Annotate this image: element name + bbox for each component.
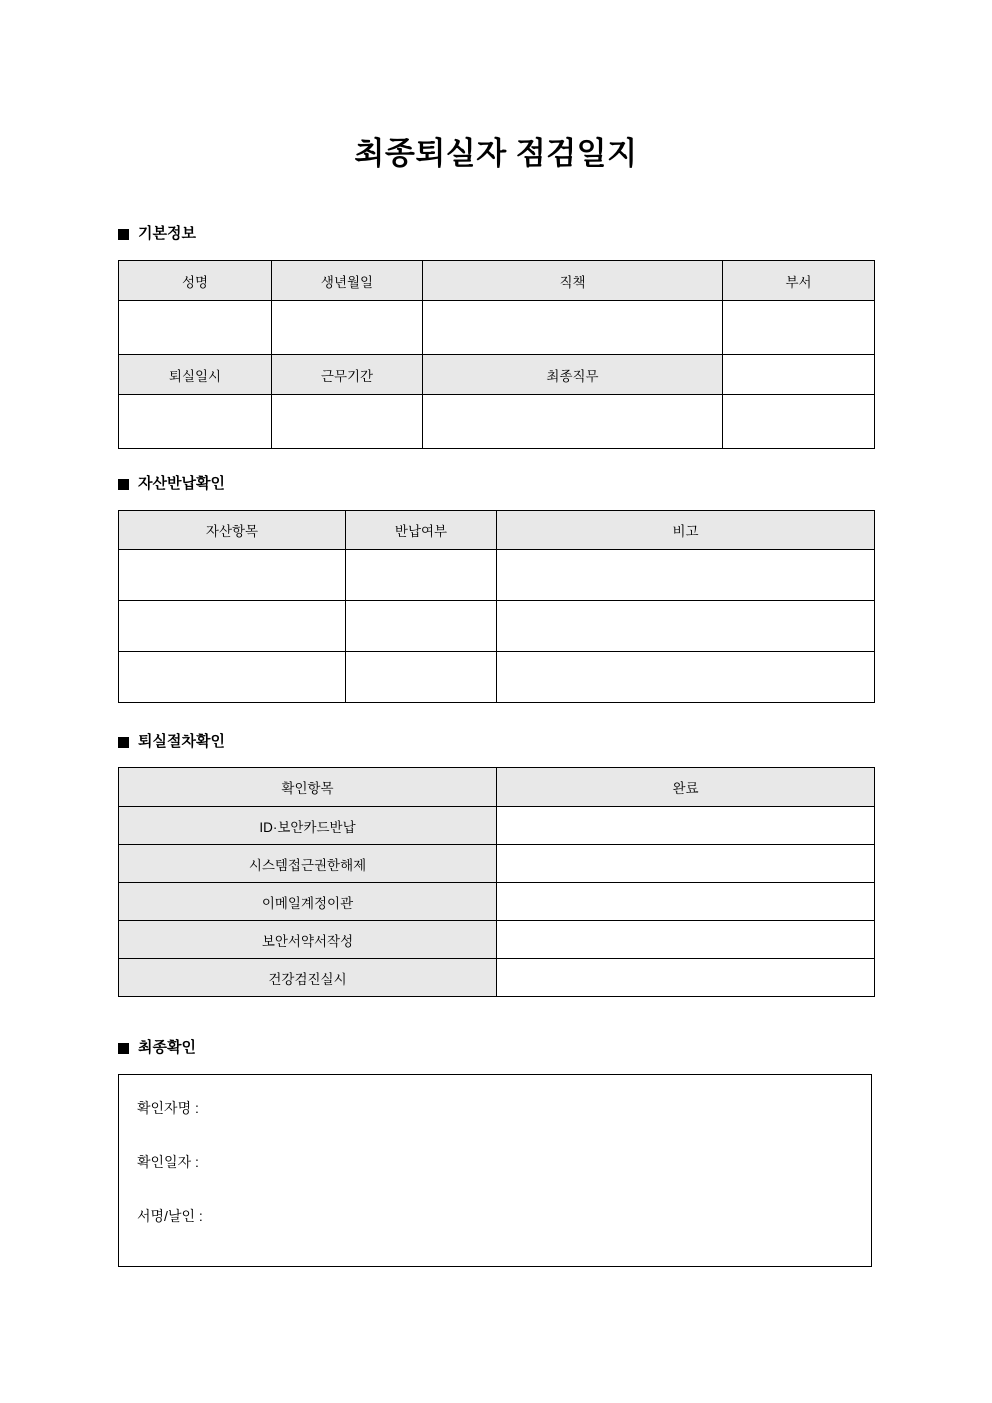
cell-value-remarks[interactable] <box>497 601 875 652</box>
cell-value-final-duty[interactable] <box>423 395 723 449</box>
cell-check-system-access-revoke[interactable] <box>497 845 875 883</box>
table-row <box>119 511 875 550</box>
cell-header-check-item: 확인항목 <box>119 768 497 807</box>
field-label-confirmer-name[interactable]: 확인자명 : <box>137 1100 199 1116</box>
table-row <box>119 601 875 652</box>
table-row <box>119 807 875 845</box>
table-exit-process <box>118 767 875 997</box>
table-row <box>119 883 875 921</box>
field-label-confirm-date[interactable]: 확인일자 : <box>137 1154 199 1170</box>
table-row <box>119 261 875 301</box>
cell-value-remarks[interactable] <box>497 652 875 703</box>
table-row <box>119 395 875 449</box>
cell-value-extra[interactable] <box>723 395 875 449</box>
cell-value-asset-item[interactable] <box>119 550 346 601</box>
cell-header-asset-item: 자산항목 <box>119 511 346 550</box>
cell-header-work-period: 근무기간 <box>272 355 423 395</box>
table-row <box>119 355 875 395</box>
cell-label-health-checkup: 건강검진실시 <box>119 959 497 997</box>
section-heading-exit-process <box>118 732 225 752</box>
field-label-signature-seal[interactable]: 서명/날인 : <box>137 1208 203 1224</box>
section-heading-label: 퇴실절차확인 <box>138 733 225 750</box>
cell-header-final-duty: 최종직무 <box>423 355 723 395</box>
final-confirmation-box <box>118 1074 872 1267</box>
cell-header-complete: 완료 <box>497 768 875 807</box>
table-row <box>119 301 875 355</box>
section-heading-label: 기본정보 <box>138 225 196 242</box>
cell-header-name: 성명 <box>119 261 272 301</box>
cell-value-department[interactable] <box>723 301 875 355</box>
cell-header-return-status: 반납여부 <box>346 511 497 550</box>
table-basic-info <box>118 260 875 449</box>
cell-check-health-checkup[interactable] <box>497 959 875 997</box>
section-heading-final-confirmation <box>118 1038 196 1058</box>
table-row <box>119 921 875 959</box>
table-row <box>119 652 875 703</box>
table-row <box>119 845 875 883</box>
table-asset-return <box>118 510 875 703</box>
section-heading-asset-return <box>118 474 225 494</box>
cell-header-department: 부서 <box>723 261 875 301</box>
cell-header-remarks: 비고 <box>497 511 875 550</box>
cell-label-id-card-return: ID·보안카드반납 <box>119 807 497 845</box>
cell-value-asset-item[interactable] <box>119 652 346 703</box>
cell-header-birthdate: 생년월일 <box>272 261 423 301</box>
table-row <box>119 959 875 997</box>
cell-value-return-status[interactable] <box>346 550 497 601</box>
cell-value-asset-item[interactable] <box>119 601 346 652</box>
cell-value-exit-datetime[interactable] <box>119 395 272 449</box>
cell-label-email-transfer: 이메일계정이관 <box>119 883 497 921</box>
cell-value-position[interactable] <box>423 301 723 355</box>
cell-value-department-2[interactable] <box>723 355 875 395</box>
bullet-square-icon <box>118 229 129 240</box>
cell-label-system-access-revoke: 시스템접근권한해제 <box>119 845 497 883</box>
cell-value-birthdate[interactable] <box>272 301 423 355</box>
section-heading-basic-info <box>118 224 196 244</box>
bullet-square-icon <box>118 1043 129 1054</box>
table-row <box>119 550 875 601</box>
cell-value-work-period[interactable] <box>272 395 423 449</box>
cell-check-id-card-return[interactable] <box>497 807 875 845</box>
cell-value-return-status[interactable] <box>346 652 497 703</box>
cell-header-exit-datetime: 퇴실일시 <box>119 355 272 395</box>
table-row <box>119 768 875 807</box>
cell-value-return-status[interactable] <box>346 601 497 652</box>
bullet-square-icon <box>118 479 129 490</box>
cell-value-name[interactable] <box>119 301 272 355</box>
cell-header-position: 직책 <box>423 261 723 301</box>
page-title: 최종퇴실자 점검일지 <box>354 136 638 171</box>
cell-label-security-pledge: 보안서약서작성 <box>119 921 497 959</box>
section-heading-label: 자산반납확인 <box>138 475 225 492</box>
cell-check-security-pledge[interactable] <box>497 921 875 959</box>
cell-check-email-transfer[interactable] <box>497 883 875 921</box>
cell-value-remarks[interactable] <box>497 550 875 601</box>
section-heading-label: 최종확인 <box>138 1039 196 1056</box>
bullet-square-icon <box>118 737 129 748</box>
